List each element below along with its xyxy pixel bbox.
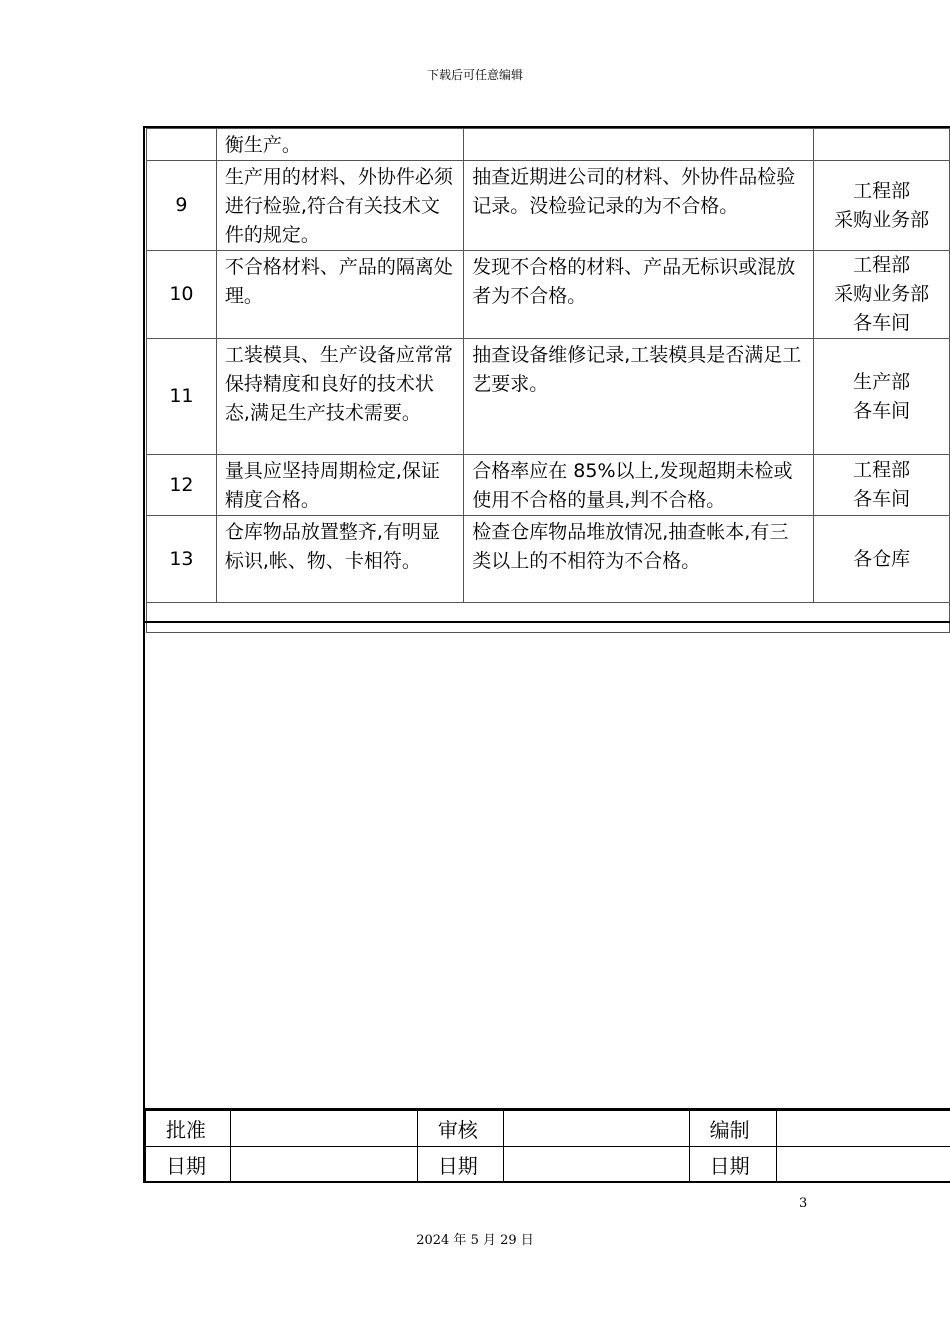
date-label: 日期 xyxy=(146,1147,231,1183)
page-number: 3 xyxy=(799,1196,808,1211)
check-method-cell: 合格率应在 85%以上,发现超期未检或使用不合格的量具,判不合格。 xyxy=(464,455,814,516)
dept-cell xyxy=(814,251,950,339)
review-label: 审核 xyxy=(417,1111,503,1147)
dept-name: 工程部 xyxy=(853,254,911,276)
table-row xyxy=(147,129,950,161)
row-number: 12 xyxy=(147,455,217,516)
dept-cell xyxy=(814,129,950,161)
row-number: 11 xyxy=(147,339,217,455)
signature-row xyxy=(146,1111,950,1147)
check-method-cell: 抽查设备维修记录,工装模具是否满足工艺要求。 xyxy=(464,339,814,455)
date-row xyxy=(146,1147,950,1183)
inspection-table xyxy=(146,128,950,633)
table-row xyxy=(147,455,950,516)
dept-name: 采购业务部 xyxy=(834,208,930,231)
row-number: 9 xyxy=(147,161,217,251)
review-field[interactable] xyxy=(503,1111,689,1147)
prepare-label: 编制 xyxy=(689,1111,776,1147)
table-row xyxy=(147,516,950,603)
dept-name: 各仓库 xyxy=(853,547,911,570)
empty-row xyxy=(147,603,950,633)
dept-name: 各车间 xyxy=(853,488,911,510)
check-method-cell xyxy=(464,129,814,161)
approve-label: 批准 xyxy=(146,1111,231,1147)
dept-cell xyxy=(814,516,950,603)
requirement-cell: 不合格材料、产品的隔离处理。 xyxy=(216,251,463,339)
footer-date: 2024 年 5 月 29 日 xyxy=(416,1233,534,1248)
check-method-cell: 抽查近期进公司的材料、外协件品检验记录。没检验记录的为不合格。 xyxy=(464,161,814,251)
date-label: 日期 xyxy=(417,1147,503,1183)
check-method-cell: 检查仓库物品堆放情况,抽查帐本,有三类以上的不相符为不合格。 xyxy=(464,516,814,603)
approve-field[interactable] xyxy=(230,1111,417,1147)
dept-name: 工程部 xyxy=(853,179,911,202)
requirement-cell: 生产用的材料、外协件必须进行检验,符合有关技术文件的规定。 xyxy=(216,161,463,251)
dept-cell xyxy=(814,161,950,251)
dept-name: 各车间 xyxy=(853,399,911,422)
dept-cell xyxy=(814,339,950,455)
signature-table xyxy=(145,1110,950,1183)
dept-name: 采购业务部 xyxy=(834,283,930,305)
row-number: 13 xyxy=(147,516,217,603)
table-row xyxy=(147,251,950,339)
dept-name: 生产部 xyxy=(853,370,911,393)
approve-date-field[interactable] xyxy=(230,1147,417,1183)
table-row xyxy=(147,161,950,251)
section-divider xyxy=(143,621,950,623)
dept-cell xyxy=(814,455,950,516)
requirement-cell: 衡生产。 xyxy=(216,129,463,161)
requirement-cell: 仓库物品放置整齐,有明显标识,帐、物、卡相符。 xyxy=(216,516,463,603)
row-number xyxy=(147,129,217,161)
review-date-field[interactable] xyxy=(503,1147,689,1183)
requirement-cell: 工装模具、生产设备应常常保持精度和良好的技术状态,满足生产技术需要。 xyxy=(216,339,463,455)
table-row xyxy=(147,339,950,455)
requirement-cell: 量具应坚持周期检定,保证精度合格。 xyxy=(216,455,463,516)
dept-name: 各车间 xyxy=(853,312,911,334)
prepare-date-field[interactable] xyxy=(776,1147,950,1183)
dept-name: 工程部 xyxy=(853,459,911,481)
header-note: 下载后可任意编辑 xyxy=(426,68,523,82)
row-number: 10 xyxy=(147,251,217,339)
check-method-cell: 发现不合格的材料、产品无标识或混放者为不合格。 xyxy=(464,251,814,339)
prepare-field[interactable] xyxy=(776,1111,950,1147)
date-label: 日期 xyxy=(689,1147,776,1183)
empty-cell xyxy=(147,603,950,633)
